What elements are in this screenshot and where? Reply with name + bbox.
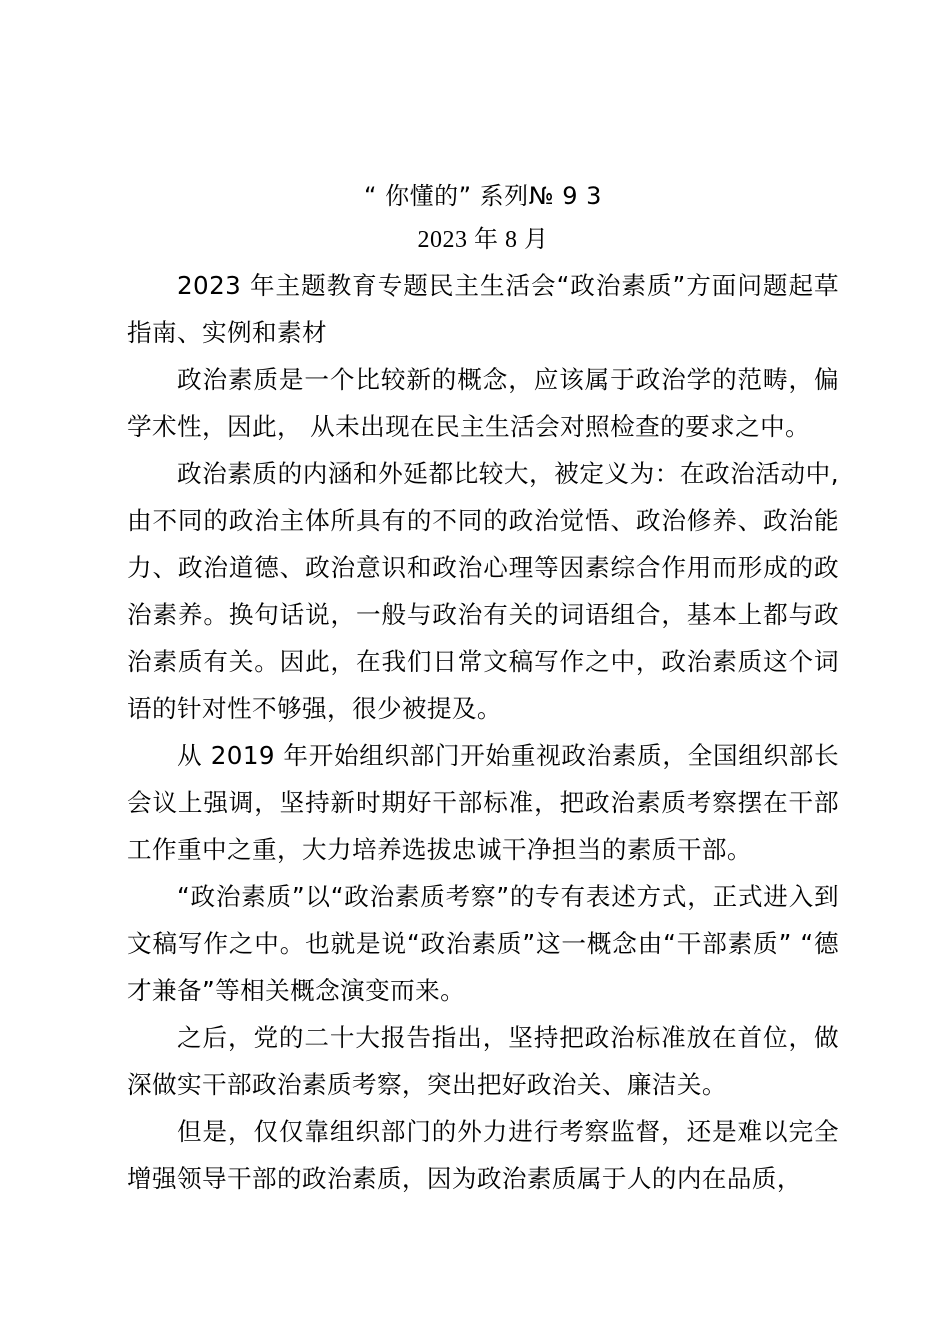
paragraph-6: 但是，仅仅靠组织部门的外力进行考察监督，还是难以完全增强领导干部的政治素质，因为政治素质属于人的内在品质， [127, 1117, 839, 1193]
paragraph-1: 政治素质是一个比较新的概念，应该属于政治学的范畴，偏学术性，因此， 从未出现在民主生活会对照检查的要求之中。 [127, 365, 839, 441]
paragraph-4: “政治素质”以“政治素质考察”的专有表述方式，正式进入到文稿写作之中。也就是说“政治素质”这一概念由“干部素质” “德才兼备”等相关概念演变而来。 [127, 882, 839, 1005]
document-body [127, 174, 839, 1202]
series-heading: “ 你懂的” 系列№ 9 3 [364, 182, 602, 210]
paragraph-3: 从 2019 年开始组织部门开始重视政治素质，全国组织部长会议上强调，坚持新时期好干部标准，把政治素质考察摆在干部工作重中之重，大力培养选拔忠诚干净担当的素质干部。 [127, 741, 839, 864]
paragraph-2: 政治素质的内涵和外延都比较大，被定义为：在政治活动中,由不同的政治主体所具有的不同的政治觉悟、政治修养、政治能力、政治道德、政治意识和政治心理等因素综合作用而形成的政治素养。换句话说，一般与政治有关的词语组合，基本上都与政治素质有关。因此，在我们日常文稿写作之中，政治素质这个词语的针对性不够强，很少被提及。 [127, 459, 839, 723]
document-title: 2023 年主题教育专题民主生活会“政治素质”方面问题起草指南、实例和素材 [127, 271, 839, 347]
date-heading: 2023 年 8 月 [417, 227, 549, 253]
paragraph-5: 之后，党的二十大报告指出，坚持把政治标准放在首位，做深做实干部政治素质考察，突出把好政治关、廉洁关。 [127, 1023, 839, 1099]
